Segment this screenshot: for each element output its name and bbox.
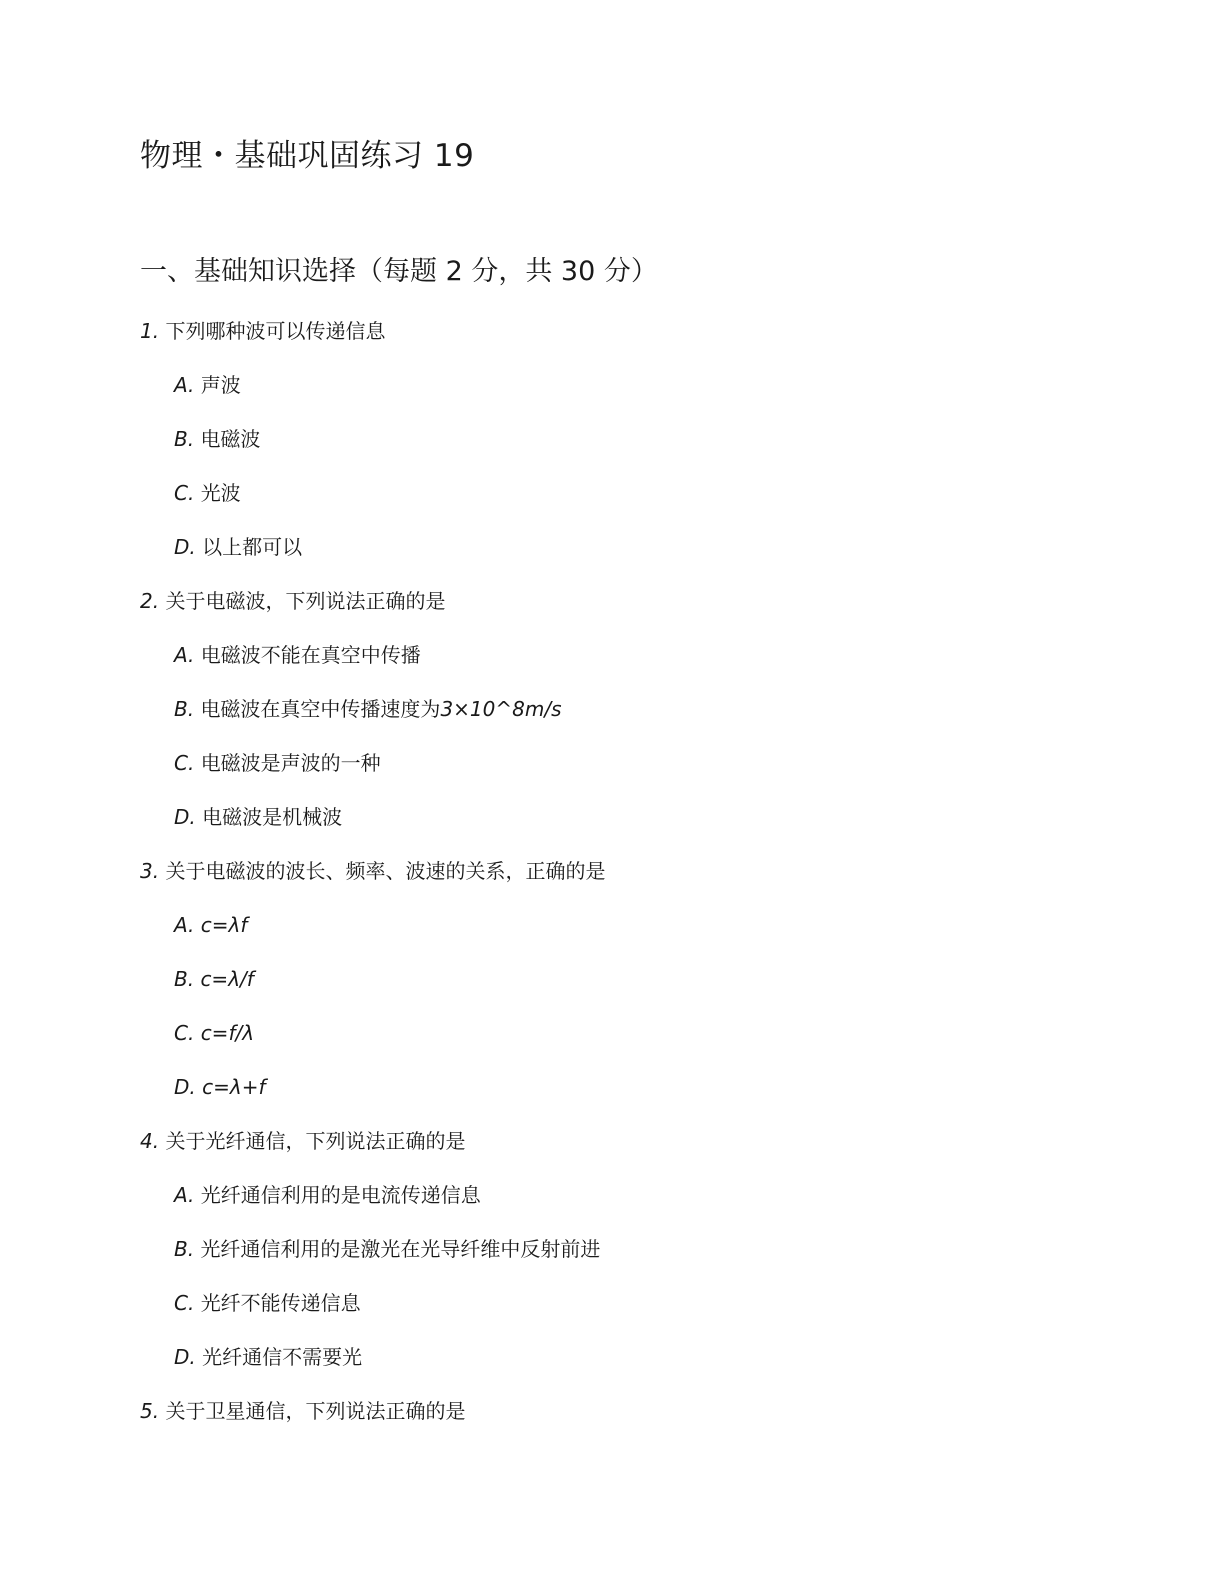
- option-text: 声波: [200, 373, 241, 397]
- question-number: 3.: [140, 859, 160, 883]
- question-3-option-d: [140, 1060, 1100, 1114]
- question-1-option-d: [140, 520, 1100, 574]
- question-4-option-a: [140, 1168, 1100, 1222]
- document-page: [140, 128, 1100, 1438]
- question-1-option-c: [140, 466, 1100, 520]
- option-text: 光纤通信利用的是电流传递信息: [200, 1183, 481, 1207]
- document-title: 物理・基础巩固练习 19: [140, 138, 475, 174]
- option-formula: c=λ/f: [200, 967, 254, 991]
- question-number: 4.: [140, 1129, 160, 1153]
- question-2: [140, 574, 1100, 628]
- section-title: 一、基础知识选择（每题 2 分，共 30 分）: [140, 256, 658, 287]
- question-number: 5.: [140, 1399, 160, 1423]
- question-2-option-a: [140, 628, 1100, 682]
- option-letter: C.: [174, 1291, 195, 1315]
- question-3-option-c: [140, 1006, 1100, 1060]
- question-text: 关于电磁波的波长、频率、波速的关系，正确的是: [165, 859, 606, 883]
- option-formula: c=λf: [200, 913, 248, 937]
- option-letter: C.: [174, 751, 195, 775]
- option-text: 光纤通信利用的是激光在光导纤维中反射前进: [200, 1237, 601, 1261]
- question-3-option-a: [140, 898, 1100, 952]
- option-letter: D.: [174, 1075, 196, 1099]
- question-1-option-a: [140, 358, 1100, 412]
- question-4-option-c: [140, 1276, 1100, 1330]
- option-formula: c=λ+f: [202, 1075, 266, 1099]
- question-4: [140, 1114, 1100, 1168]
- option-letter: C.: [174, 1021, 195, 1045]
- question-2-option-c: [140, 736, 1100, 790]
- option-formula: c=f/λ: [200, 1021, 255, 1045]
- option-letter: D.: [174, 805, 196, 829]
- option-formula: 3×10^8m/s: [440, 697, 562, 721]
- question-list: [140, 304, 1100, 1438]
- option-letter: A.: [174, 1183, 195, 1207]
- option-text: 光纤通信不需要光: [202, 1345, 363, 1369]
- question-2-option-d: [140, 790, 1100, 844]
- option-text: 光纤不能传递信息: [200, 1291, 361, 1315]
- question-text: 关于光纤通信，下列说法正确的是: [165, 1129, 466, 1153]
- question-2-option-b: [140, 682, 1100, 736]
- option-letter: B.: [174, 1237, 195, 1261]
- option-text: 电磁波不能在真空中传播: [200, 643, 421, 667]
- question-4-option-b: [140, 1222, 1100, 1276]
- option-letter: D.: [174, 1345, 196, 1369]
- option-text: 电磁波: [200, 427, 261, 451]
- question-text: 关于卫星通信，下列说法正确的是: [165, 1399, 466, 1423]
- option-text: 电磁波是声波的一种: [200, 751, 381, 775]
- question-4-option-d: [140, 1330, 1100, 1384]
- option-letter: D.: [174, 535, 196, 559]
- question-number: 1.: [140, 319, 160, 343]
- question-3-option-b: [140, 952, 1100, 1006]
- option-letter: B.: [174, 697, 195, 721]
- question-text: 关于电磁波，下列说法正确的是: [165, 589, 446, 613]
- option-letter: C.: [174, 481, 195, 505]
- question-text: 下列哪种波可以传递信息: [165, 319, 386, 343]
- question-number: 2.: [140, 589, 160, 613]
- option-text: 光波: [200, 481, 241, 505]
- option-letter: A.: [174, 913, 195, 937]
- option-text: 以上都可以: [202, 535, 303, 559]
- option-letter: A.: [174, 373, 195, 397]
- option-text: 电磁波在真空中传播速度为: [200, 697, 441, 721]
- option-text: 电磁波是机械波: [202, 805, 343, 829]
- option-letter: A.: [174, 643, 195, 667]
- question-3: [140, 844, 1100, 898]
- question-5: [140, 1384, 1100, 1438]
- question-1-option-b: [140, 412, 1100, 466]
- option-letter: B.: [174, 427, 195, 451]
- question-1: [140, 304, 1100, 358]
- option-letter: B.: [174, 967, 195, 991]
